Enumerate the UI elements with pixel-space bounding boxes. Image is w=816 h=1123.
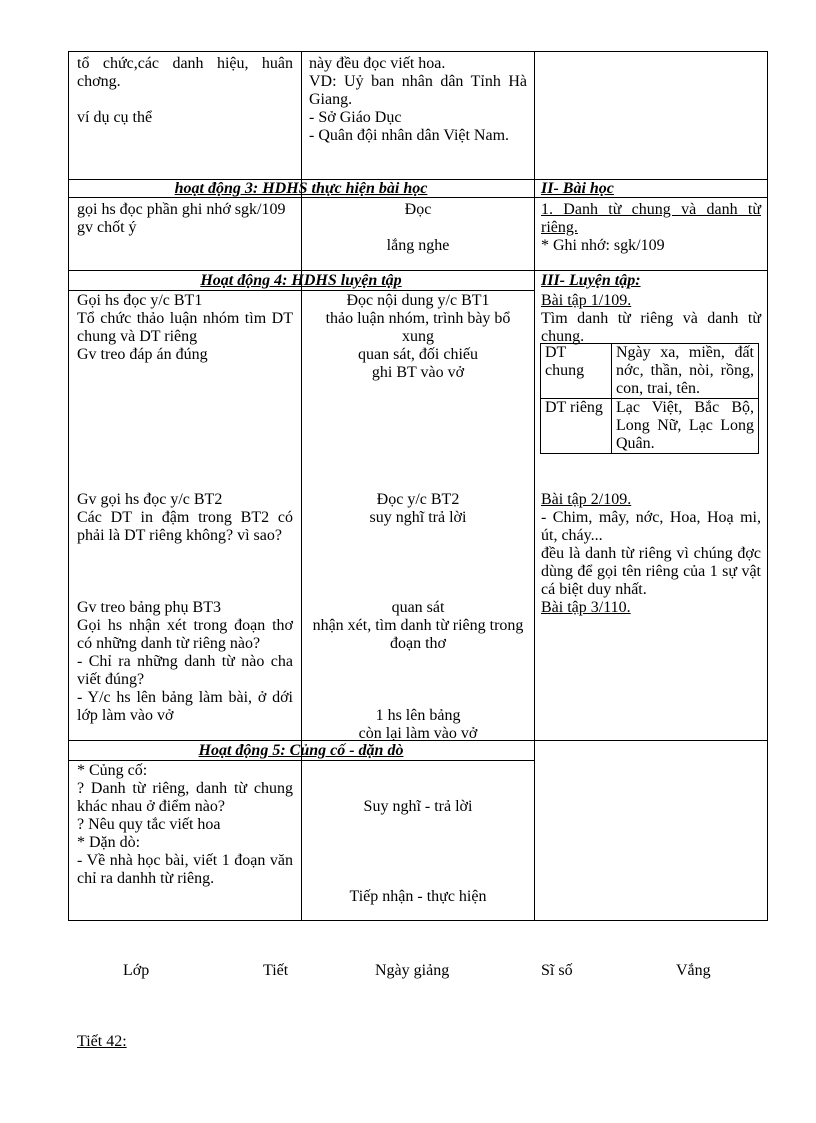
text-line: ? Danh từ riêng, danh từ chung khác nhau ở điểm nào?	[77, 780, 293, 815]
activity5-student-text-a: Suy nghĩ - trả lời	[363, 798, 473, 815]
activity5-teacher-text	[77, 762, 293, 888]
bt1-teacher-text	[77, 292, 293, 364]
text-line: Gọi hs nhận xét trong đoạn thơ có những danh từ riêng nào?	[77, 617, 293, 652]
text-line: Tìm danh từ riêng và danh từ chung.	[541, 310, 761, 345]
footer-label-class: Lớp	[123, 962, 150, 979]
table-cell-label: DT chung	[541, 344, 612, 399]
text-line: 1. Danh từ chung và danh từ riêng.	[541, 201, 761, 236]
text-line: này đều đọc viết hoa.	[309, 55, 446, 72]
bt3-teacher-text	[77, 599, 293, 725]
activity3-student-text	[302, 201, 534, 255]
text-line: tổ chức,các danh hiệu, huân chơng.	[77, 55, 293, 90]
text-line: Tổ chức thảo luận nhóm tìm DT chung và DT riêng	[77, 310, 293, 345]
text-line: Các DT in đậm trong BT2 có phải là DT riêng không? vì sao?	[77, 509, 293, 544]
bt1-lesson-text	[541, 292, 761, 346]
text-line: * Ghi nhớ: sgk/109	[541, 237, 665, 254]
table-row	[541, 344, 759, 399]
text-line: nhận xét, tìm danh từ riêng trong đoạn thơ	[312, 617, 524, 652]
bt2-teacher-text	[77, 491, 293, 545]
noun-classification-table	[540, 343, 759, 454]
bt3-student-text-b	[302, 707, 534, 743]
row1-teacher-text	[77, 55, 293, 127]
bt1-student-text	[314, 292, 522, 382]
row-divider	[68, 760, 534, 761]
activity3-lesson-text	[541, 201, 761, 255]
text-line: lắng nghe	[386, 237, 450, 254]
footer-label-date: Ngày giảng	[375, 962, 450, 979]
text-line: - Y/c hs lên bảng làm bài, ở dới lớp làm vào vở	[77, 689, 293, 724]
activity4-heading: Hoạt động 4: HDHS luyện tập	[200, 272, 402, 289]
text-line: - Chỉ ra những danh từ nào cha viết đúng?	[77, 653, 293, 688]
text-line: Đọc	[404, 201, 432, 218]
text-line: ? Nêu quy tắc viết hoa	[77, 816, 221, 833]
row1-example-text	[309, 55, 527, 145]
table-row	[541, 399, 759, 454]
row-divider	[68, 270, 768, 271]
text-line: Đọc y/c BT2	[376, 491, 460, 508]
practice-section-heading: III- Luyện tập:	[541, 272, 641, 289]
text-line: quan sát	[391, 599, 445, 616]
lesson-number: Tiết 42:	[77, 1033, 127, 1050]
footer-label-absent: Vắng	[676, 962, 711, 979]
text-line: * Dặn dò:	[77, 834, 141, 851]
lesson-section-heading: II- Bài học	[541, 180, 614, 197]
footer-label-period: Tiết	[263, 962, 289, 979]
table-cell-label: DT riêng	[541, 399, 612, 454]
bt2-lesson-text	[541, 491, 761, 617]
text-line: ví dụ cụ thể	[77, 109, 153, 126]
text-line: ghi BT vào vở	[371, 364, 465, 381]
activity3-teacher-text	[77, 201, 293, 237]
text-line: suy nghĩ trả lời	[369, 509, 467, 526]
text-line: 1 hs lên bảng	[375, 707, 461, 724]
text-line: quan sát, đối chiếu	[358, 346, 478, 363]
text-line: * Củng cố:	[77, 762, 148, 779]
exercise-title: Bài tập 1/109.	[541, 292, 632, 309]
column-divider-2	[534, 51, 535, 921]
exercise-title: Bài tập 3/110.	[541, 599, 631, 616]
exercise-title: Bài tập 2/109.	[541, 491, 632, 508]
text-line: - Chim, mây, nớc, Hoa, Hoạ mi, út, cháy...	[541, 509, 761, 544]
text-line: thảo luận nhóm, trình bày bổ xung	[325, 310, 511, 345]
text-line: Đọc nội dung y/c BT1	[346, 292, 490, 309]
text-line: Gv treo đáp án đúng	[77, 346, 208, 363]
footer-label-count: Sĩ số	[541, 962, 573, 979]
text-line: - Quân đội nhân dân Việt Nam.	[309, 127, 510, 144]
text-line: đều là danh từ riêng vì chúng đợc dùng để gọi tên riêng của 1 sự vật cá biệt duy nhất.	[541, 545, 761, 598]
text-line: gọi hs đọc phần ghi nhớ sgk/109	[77, 201, 286, 218]
activity3-heading: hoạt động 3: HDHS thực hiện bài học	[174, 180, 428, 197]
text-line: Gv treo bảng phụ BT3	[77, 599, 221, 616]
text-line: Gv gọi hs đọc y/c BT2	[77, 491, 223, 508]
table-cell-words: Lạc Việt, Bắc Bộ, Long Nữ, Lạc Long Quân.	[612, 399, 759, 454]
text-line: còn lại làm vào vở	[358, 725, 478, 742]
table-cell-words: Ngày xa, miền, đất nớc, thần, nòi, rồng, con, trai, tên.	[612, 344, 759, 399]
text-line: VD: Uỷ ban nhân dân Tỉnh Hà Giang.	[309, 73, 527, 108]
text-line: - Sở Giáo Dục	[309, 109, 402, 126]
text-line: Gọi hs đọc y/c BT1	[77, 292, 203, 309]
activity5-heading: Hoạt động 5: Củng cố - dặn dò	[198, 742, 404, 759]
bt2-student-text	[302, 491, 534, 527]
text-line: gv chốt ý	[77, 219, 137, 236]
activity5-student-text-b: Tiếp nhận - thực hiện	[349, 888, 487, 905]
text-line: - Về nhà học bài, viết 1 đoạn văn chỉ ra danhh từ riêng.	[77, 852, 293, 887]
bt3-student-text-a	[302, 599, 534, 653]
row-divider	[68, 290, 534, 291]
